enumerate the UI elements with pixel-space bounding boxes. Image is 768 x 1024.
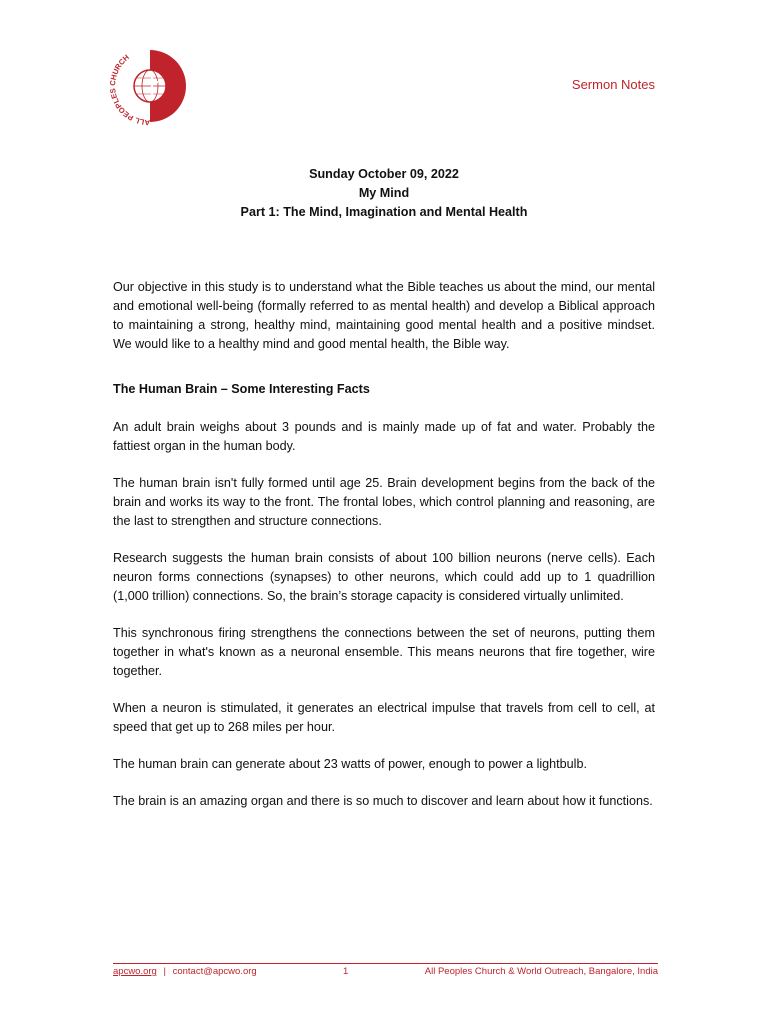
page-footer: [113, 966, 658, 977]
logo-ring-text: ALL PEOPLES CHURCH: [108, 52, 151, 128]
body-paragraph: The human brain isn't fully formed until age 25. Brain development begins from the back of the brain and works its way to the front. The frontal lobes, which control planning and reasoning, are the last to strengthen and structure connections.: [113, 476, 655, 528]
body-paragraph: This synchronous firing strengthens the connections between the set of neurons, putting them together in what's known as a neuronal ensemble. This means neurons that fire together, wire together.: [113, 626, 655, 678]
body-paragraph: The brain is an amazing organ and there is so much to discover and learn about how it functions.: [113, 794, 653, 808]
body-paragraph: Research suggests the human brain consists of about 100 billion neurons (nerve cells). Each neuron forms connections (synapses) to other neurons, which could add up to 1 quadrillion (1,000 trillion) connections. So, the brain’s storage capacity is considered virtually unlimited.: [113, 551, 655, 603]
body-paragraph: An adult brain weighs about 3 pounds and is mainly made up of fat and water. Probably the fattiest organ in the human body.: [113, 420, 655, 453]
page-number: 1: [343, 966, 349, 977]
email-text: contact@apcwo.org: [172, 966, 257, 977]
sermon-part-title: Part 1: The Mind, Imagination and Mental Health: [240, 205, 528, 219]
footer-divider: [113, 963, 658, 964]
sermon-date: Sunday October 09, 2022: [309, 167, 459, 181]
section-heading: The Human Brain – Some Interesting Facts: [113, 382, 370, 396]
footer-organization: All Peoples Church & World Outreach, Bangalore, India: [424, 966, 658, 977]
church-logo: [108, 44, 192, 128]
body-paragraph: The human brain can generate about 23 watts of power, enough to power a lightbulb.: [113, 757, 587, 771]
sermon-series: My Mind: [358, 186, 410, 200]
intro-paragraph: Our objective in this study is to understand what the Bible teaches us about the mind, our mental and emotional well-being (formally referred to as mental health) and develop a Biblical approach to maintaining a strong, healthy mind, maintaining good mental health and a positive mindset. We would like to a healthy mind and good mental health, the Bible way.: [113, 280, 655, 351]
title-block: [0, 165, 768, 222]
website-link[interactable]: apcwo.org: [113, 966, 157, 977]
footer-contact: [113, 966, 257, 977]
document-body: [113, 278, 655, 829]
footer-separator: |: [163, 966, 166, 977]
sermon-notes-label: Sermon Notes: [571, 77, 655, 92]
body-paragraph: When a neuron is stimulated, it generates an electrical impulse that travels from cell to cell, at speed that get up to 268 miles per hour.: [113, 701, 655, 734]
